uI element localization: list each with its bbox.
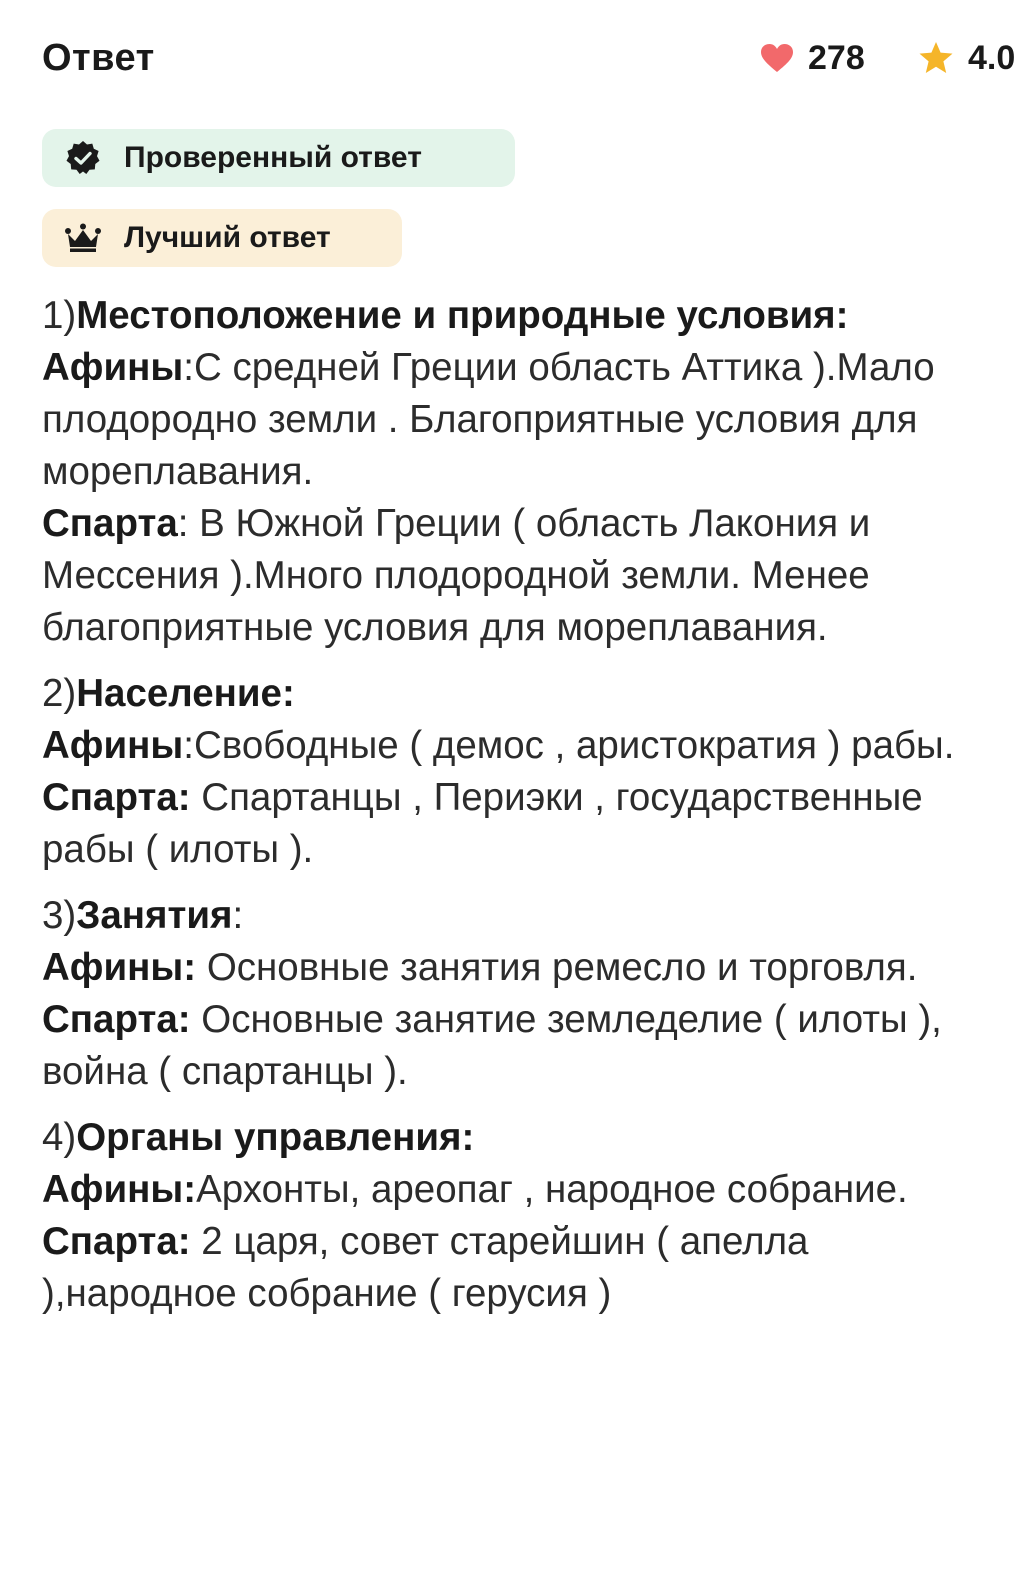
crown-icon [64, 219, 102, 257]
likes-count: 278 [808, 38, 865, 77]
athens-paragraph: Афины:Архонты, ареопаг , народное собрание. [42, 1168, 908, 1211]
section-heading: 4)Органы управления: [42, 1116, 475, 1159]
verified-badge [42, 129, 515, 187]
heart-icon [760, 43, 794, 73]
answer-title: Ответ [42, 37, 155, 79]
likes-counter[interactable] [760, 30, 865, 86]
section-location [42, 290, 1007, 654]
answer-header [42, 30, 1027, 86]
verified-badge-label: Проверенный ответ [124, 141, 422, 174]
sparta-paragraph: Спарта: 2 царя, совет старейшин ( апелла ),народное собрание ( герусия ) [42, 1220, 809, 1315]
best-answer-badge [42, 209, 402, 267]
star-icon [918, 41, 954, 75]
athens-paragraph: Афины:Свободные ( демос , аристократия ) рабы. [42, 724, 955, 767]
section-government [42, 1112, 1007, 1320]
sparta-paragraph: Спарта: Спартанцы , Периэки , государственные рабы ( илоты ). [42, 776, 923, 871]
answer-body [42, 290, 1007, 1320]
verified-check-icon [64, 139, 102, 177]
best-answer-label: Лучший ответ [124, 221, 331, 254]
rating-display [918, 30, 1015, 86]
sparta-paragraph: Спарта: Основные занятие земледелие ( илоты ), война ( спартанцы ). [42, 998, 942, 1093]
section-heading: 1)Местоположение и природные условия: [42, 294, 849, 337]
rating-value: 4.0 [968, 38, 1016, 77]
sparta-paragraph: Спарта: В Южной Греции ( область Лакония и Мессения ).Много плодородной земли. Менее благоприятные условия для мореплавания. [42, 502, 871, 649]
section-heading: 3)Занятия: [42, 894, 244, 937]
athens-paragraph: Афины:С средней Греции область Аттика ).Мало плодородно земли . Благоприятные условия для мореплавания. [42, 346, 935, 493]
section-heading: 2)Население: [42, 672, 295, 715]
section-population [42, 668, 1007, 876]
athens-paragraph: Афины: Основные занятия ремесло и торговля. [42, 946, 918, 989]
section-occupations [42, 890, 1007, 1098]
